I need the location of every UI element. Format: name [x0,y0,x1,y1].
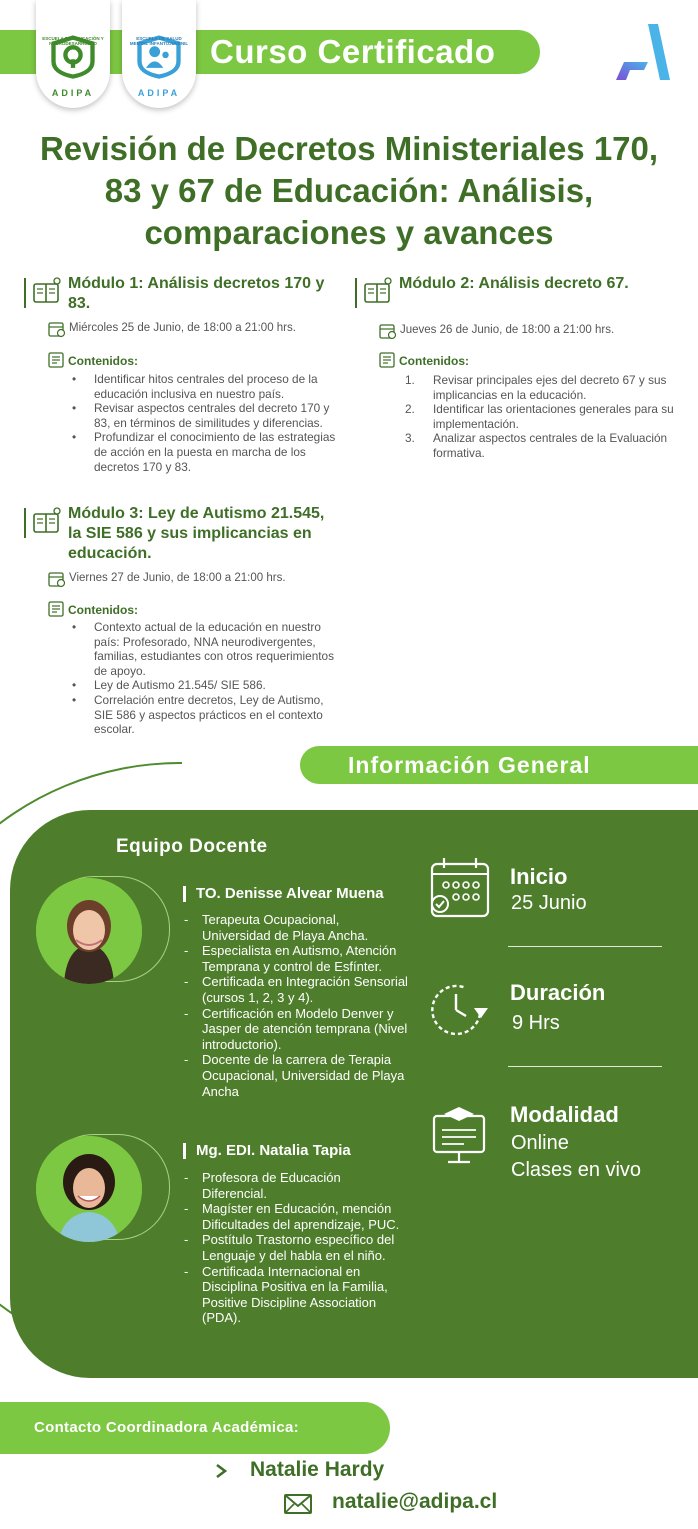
module-accent-bar [24,508,26,538]
module-3 [24,504,344,740]
mode-label: Modalidad [510,1102,619,1127]
list-text: Identificar las orientaciones generales para su implementación. [433,402,674,431]
module-date-text: Jueves 26 de Junio, de 18:00 a 21:00 hrs. [400,324,615,336]
contents-label: Contenidos: [68,354,138,368]
calendar-icon [426,856,492,922]
list-item: - Docente de la carrera de Terapia Ocupacional, Universidad de Playa Ancha [182,1052,408,1099]
main-course-title: Revisión de Decretos Ministeriales 170, 83 y 67 de Educación: Análisis, comparaciones y avances [39,130,659,251]
list-number: 3. [405,431,415,446]
list-item: - Postítulo Trastorno específico del Lenguaje y del habla en el niño. [182,1232,408,1263]
badge-brand-name: ADIPA [137,88,181,98]
teacher-name: TO. Denisse Alvear Muena [183,886,384,902]
contact-name: Natalie Hardy [250,1458,385,1481]
adipa-logo-icon [614,24,670,82]
module-contents-list [405,373,677,461]
module-date-text: Miércoles 25 de Junio, de 18:00 a 21:00 hrs. [69,322,296,334]
list-text: Analizar aspectos centrales de la Evaluación formativa. [433,431,668,460]
course-type-title: Curso Certificado [210,33,496,70]
duration-value: 9 Hrs [512,1012,560,1034]
book-lightbulb-icon [363,276,393,306]
list-item: • Correlación entre decretos, Ley de Autismo, SIE 586 y aspectos prácticos en el contexto escolar. [72,693,342,737]
module-date-text: Viernes 27 de Junio, de 18:00 a 21:00 hrs. [69,572,286,584]
school-badge-education [36,0,110,108]
module-contents-list [72,372,342,474]
calendar-clock-icon [48,320,66,338]
contents-label: Contenidos: [68,603,138,617]
school-badge-mental-health [122,0,196,108]
mode-value-online: Online [511,1132,569,1154]
start-value: 25 Junio [511,892,587,914]
teacher-credentials-list [182,912,408,1099]
book-lightbulb-icon [32,506,62,536]
info-section-title: Información General [348,752,591,778]
list-item: - Certificada en Integración Sensorial (cursos 1, 2, 3 y 4). [182,974,408,1005]
divider [508,946,662,947]
contact-title: Contacto Coordinadora Académica: [34,1419,299,1436]
list-item: - Especialista en Autismo, Atención Temprana y control de Esfínter. [182,943,408,974]
online-class-monitor-icon [430,1102,496,1168]
teacher-credentials-list [182,1170,408,1326]
book-lightbulb-icon [32,276,62,306]
document-list-icon [48,352,66,370]
module-1 [24,274,344,494]
module-title: Módulo 2: Análisis decreto 67. [399,275,629,292]
list-item [405,402,677,431]
module-2 [355,274,685,474]
list-item: • Ley de Autismo 21.545/ SIE 586. [72,678,342,693]
list-item [405,431,677,460]
teacher-photo-avatar [36,1136,142,1242]
teacher-photo-avatar [36,878,142,984]
mode-value-live: Clases en vivo [511,1159,642,1181]
clock-timer-icon [426,978,492,1044]
start-label: Inicio [510,864,568,889]
team-title: Equipo Docente [116,836,268,857]
list-item: • Revisar aspectos centrales del decreto 170 y 83, en términos de similitudes y diferencias. [72,401,342,430]
contact-email-link[interactable]: natalie@adipa.cl [332,1490,498,1513]
list-item [405,373,677,402]
badge-school-name: ESCUELA DE EDUCACIÓN Y NEURODESARROLLO [42,36,104,46]
module-contents-list [72,620,342,737]
list-item: - Certificación en Modelo Denver y Jasper de atención temprana (Nivel introductorio). [182,1006,408,1053]
list-item: - Terapeuta Ocupacional, Universidad de Playa Ancha. [182,912,408,943]
duration-label: Duración [510,980,606,1005]
mail-icon [284,1494,312,1514]
list-number: 1. [405,373,415,387]
module-title: Módulo 1: Análisis decretos 170 y 83. [68,275,325,312]
contents-label: Contenidos: [399,354,469,368]
list-item: • Contexto actual de la educación en nuestro país: Profesorado, NNA neurodivergentes, familias, estudiantes con otros requerimientos de apoyo. [72,620,342,678]
list-number: 2. [405,402,415,417]
person-portrait-icon [36,1136,142,1242]
module-accent-bar [24,278,26,308]
list-item: • Profundizar el conocimiento de las estrategias de acción en la puesta en marcha de los decretos 170 y 83. [72,430,342,474]
badge-brand-name: ADIPA [51,88,95,98]
list-item: - Magíster en Educación, mención Dificultades del aprendizaje, PUC. [182,1201,408,1232]
list-item: - Certificada Internacional en Disciplina Positiva en la Familia, Positive Discipline Association (PDA). [182,1264,408,1326]
calendar-clock-icon [48,570,66,588]
list-text: Revisar principales ejes del decreto 67 y sus implicancias en la educación. [433,373,667,402]
module-accent-bar [355,278,357,308]
list-item: • Identificar hitos centrales del proceso de la educación inclusiva en nuestro país. [72,372,342,401]
chevron-right-icon [214,1463,228,1479]
badge-school-name: ESCUELA DE SALUD MENTAL INFANTOJUVENIL [129,36,189,46]
list-item: - Profesora de Educación Diferencial. [182,1170,408,1201]
person-portrait-icon [36,878,142,984]
calendar-clock-icon [379,322,397,340]
document-list-icon [48,601,66,619]
module-title: Módulo 3: Ley de Autismo 21.545, la SIE 586 y sus implicancias en educación. [68,505,325,562]
document-list-icon [379,352,397,370]
teacher-name: Mg. EDI. Natalia Tapia [183,1143,351,1159]
divider [508,1066,662,1067]
